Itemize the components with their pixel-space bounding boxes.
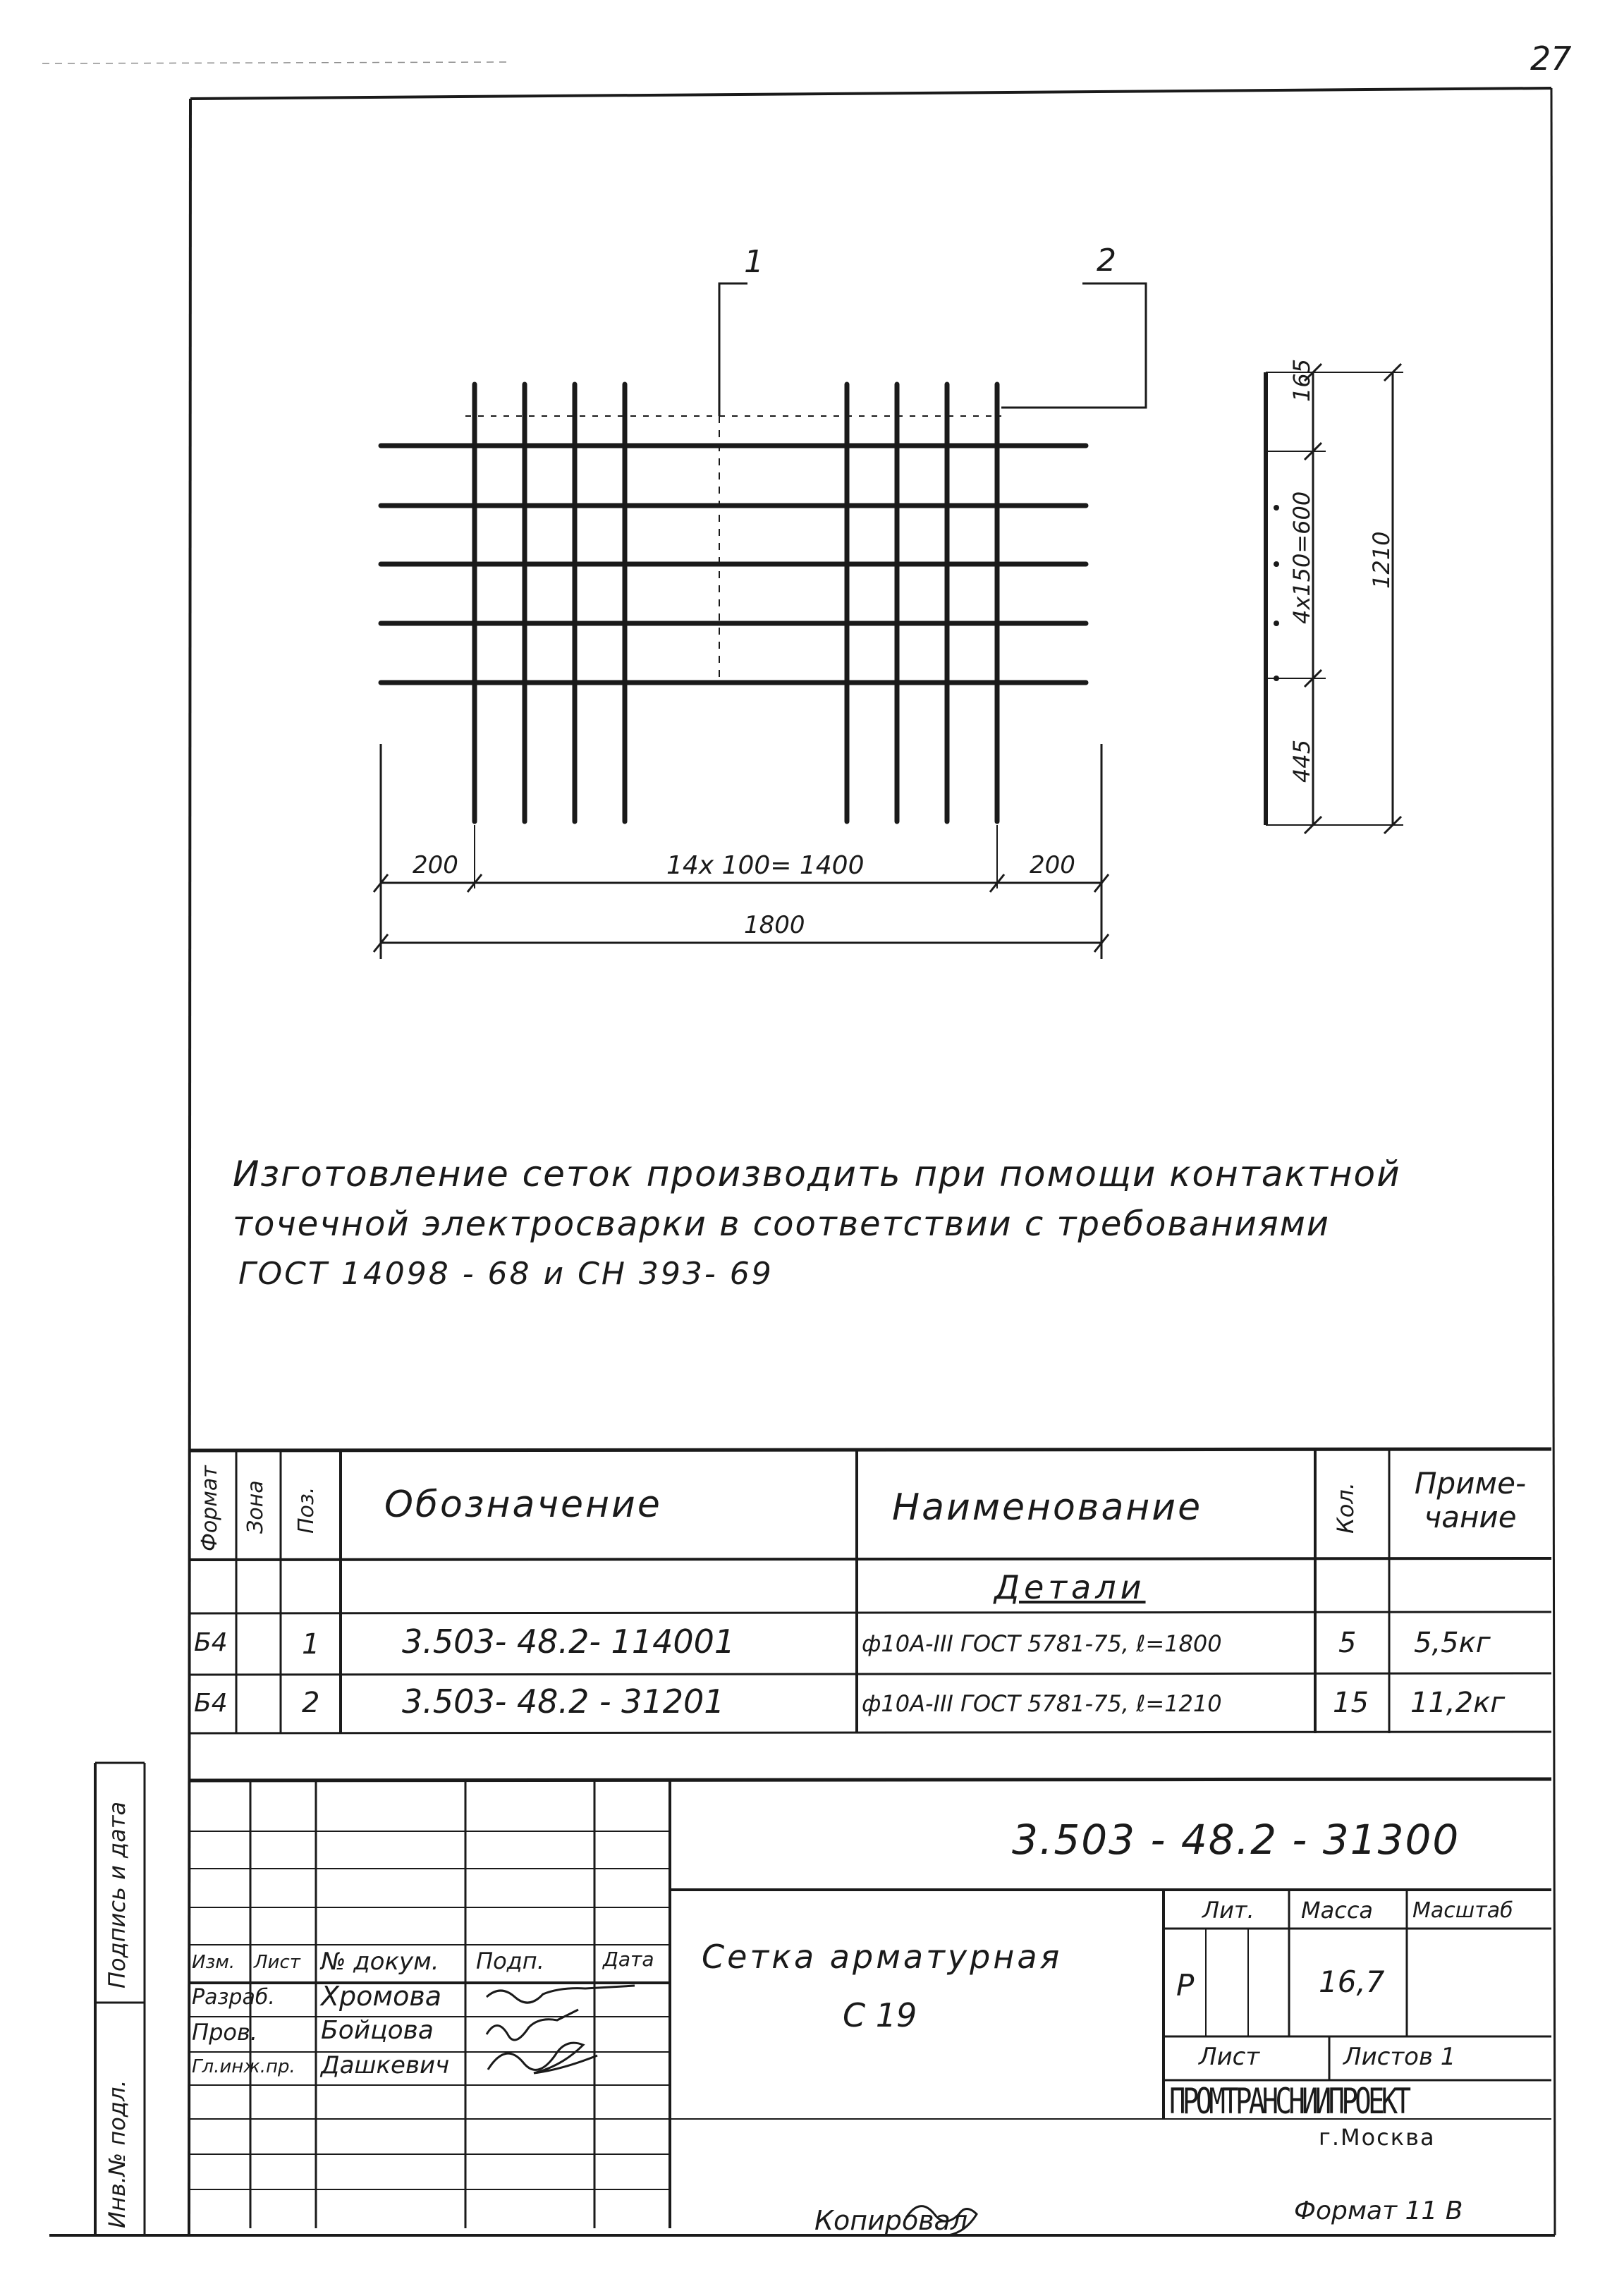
header-note: Приме- чание bbox=[1414, 1466, 1527, 1535]
col-header-date: Дата bbox=[603, 1948, 654, 1971]
scale-label: Масштаб bbox=[1412, 1898, 1513, 1923]
header-zone: Зона bbox=[243, 1480, 268, 1534]
side-dim-total-label: 1210 bbox=[1368, 531, 1395, 589]
frame-top bbox=[190, 88, 1551, 99]
name-developer: Хромова bbox=[321, 1981, 441, 2012]
format-label: Формат 11 В bbox=[1294, 2197, 1463, 2225]
side-dim-top-label: 165 bbox=[1288, 358, 1315, 402]
role-developer: Разраб. bbox=[192, 1985, 275, 2010]
organization-name: ПРОМТРАНСНИИПРОЕКТ bbox=[1169, 2081, 1408, 2122]
row2-note: 11,2кг bbox=[1410, 1687, 1506, 1719]
header-designation: Обозначение bbox=[384, 1484, 662, 1526]
note-line-3: ГОСТ 14098 - 68 и СН 393- 69 bbox=[238, 1256, 774, 1292]
col-header-sheet: Лист bbox=[254, 1952, 300, 1973]
product-name-line1: Сетка арматурная bbox=[702, 1938, 1063, 1976]
header-format: Формат bbox=[197, 1465, 222, 1551]
title-block-top bbox=[190, 1779, 1551, 1780]
page-number: 27 bbox=[1530, 39, 1572, 78]
mass-label: Масса bbox=[1301, 1897, 1374, 1924]
row2-pos: 2 bbox=[302, 1687, 320, 1719]
header-qty: Кол. bbox=[1332, 1482, 1359, 1534]
row2-format: Б4 bbox=[194, 1689, 228, 1718]
col-header-sign: Подп. bbox=[476, 1948, 544, 1974]
side-dim-mid-label: 4x150=600 bbox=[1288, 491, 1315, 624]
leader-pos2 bbox=[1001, 283, 1146, 408]
row2-designation: 3.503- 48.2 - 31201 bbox=[402, 1682, 725, 1721]
side-stamp-inv: Инв.№ подл. bbox=[104, 2079, 130, 2228]
dim-left-label: 200 bbox=[413, 851, 458, 879]
role-checker: Пров. bbox=[192, 2019, 257, 2046]
name-checker: Бойцова bbox=[321, 2016, 434, 2045]
note-line-2: точечной электросварки в соответствии с требованиями bbox=[233, 1204, 1330, 1244]
role-chief: Гл.инж.пр. bbox=[192, 2056, 295, 2077]
header-pos: Поз. bbox=[294, 1486, 319, 1534]
mesh-horizontal-bars bbox=[381, 446, 1086, 683]
row2-name: ф10А-III ГОСТ 5781-75, ℓ=1210 bbox=[862, 1690, 1222, 1717]
row1-qty: 5 bbox=[1338, 1627, 1357, 1659]
leader-pos1 bbox=[719, 283, 747, 416]
header-name: Наименование bbox=[892, 1486, 1203, 1529]
frame-left bbox=[189, 99, 190, 2235]
position-mark-1: 1 bbox=[744, 244, 764, 280]
sheets-label: Листов 1 bbox=[1343, 2043, 1456, 2071]
col-header-change: Изм. bbox=[192, 1952, 236, 1973]
lit-value: Р bbox=[1176, 1968, 1195, 2003]
row1-name: ф10А-III ГОСТ 5781-75, ℓ=1800 bbox=[862, 1630, 1222, 1657]
lit-label: Лит. bbox=[1202, 1897, 1254, 1924]
side-dim-bottom-label: 445 bbox=[1288, 739, 1315, 783]
sheet-label: Лист bbox=[1199, 2043, 1260, 2071]
row1-note: 5,5кг bbox=[1414, 1627, 1491, 1659]
note-line-1: Изготовление сеток производить при помощи контактной bbox=[233, 1154, 1401, 1195]
dim-right-label: 200 bbox=[1030, 851, 1075, 879]
row1-format: Б4 bbox=[194, 1628, 228, 1657]
product-name-line2: С 19 bbox=[843, 1996, 917, 2034]
dim-middle-label: 14x 100= 1400 bbox=[666, 851, 865, 880]
row1-designation: 3.503- 48.2- 114001 bbox=[402, 1623, 735, 1661]
row1-pos: 1 bbox=[302, 1628, 320, 1661]
dim-total-label: 1800 bbox=[744, 911, 805, 939]
row2-qty: 15 bbox=[1333, 1687, 1369, 1719]
section-title: Детали bbox=[994, 1568, 1146, 1606]
mass-value: 16,7 bbox=[1319, 1965, 1385, 1999]
col-header-docnum: № докум. bbox=[321, 1948, 439, 1976]
frame-right bbox=[1551, 88, 1555, 2235]
mesh-vertical-bars bbox=[475, 384, 997, 821]
table-top bbox=[190, 1449, 1551, 1450]
side-stamp-sign-date: Подпись и дата bbox=[104, 1801, 130, 1988]
name-chief: Дашкевич bbox=[321, 2051, 450, 2079]
copied-by-label: Копировал bbox=[814, 2205, 968, 2236]
organization-city: г.Москва bbox=[1319, 2124, 1436, 2151]
document-code: 3.503 - 48.2 - 31300 bbox=[1012, 1816, 1460, 1864]
position-mark-2: 2 bbox=[1097, 243, 1116, 279]
